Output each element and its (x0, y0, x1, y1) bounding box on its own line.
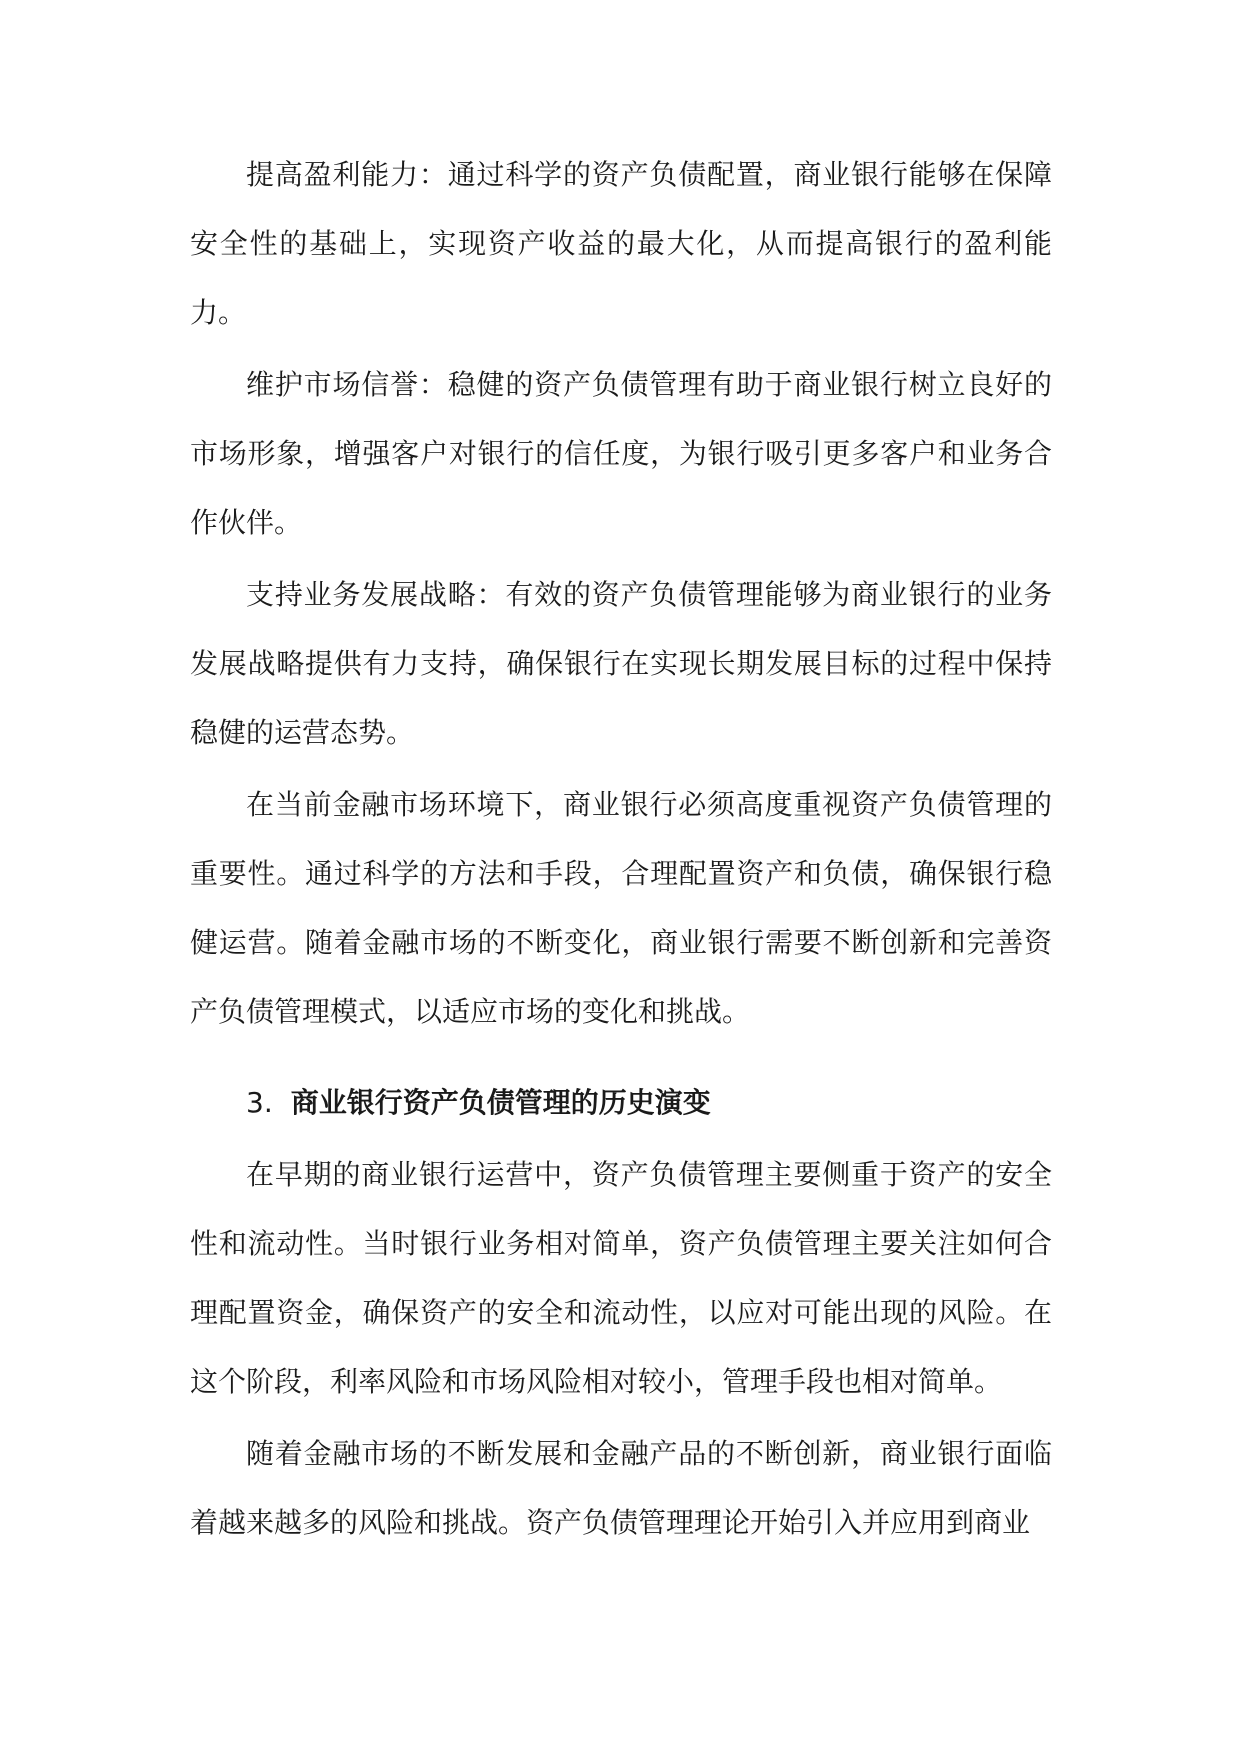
paragraph-profitability: 提高盈利能力：通过科学的资产负债配置，商业银行能够在保障安全性的基础上，实现资产收益的最大化，从而提高银行的盈利能力。 (190, 158, 1052, 329)
section-title: 商业银行资产负债管理的历史演变 (290, 1086, 711, 1119)
section-heading (190, 1068, 1052, 1137)
paragraph-market-reputation: 维护市场信誉：稳健的资产负债管理有助于商业银行树立良好的市场形象，增强客户对银行的信任度，为银行吸引更多客户和业务合作伙伴。 (190, 368, 1052, 539)
paragraph-current-environment: 在当前金融市场环境下，商业银行必须高度重视资产负债管理的重要性。通过科学的方法和手段，合理配置资产和负债，确保银行稳健运营。随着金融市场的不断变化，商业银行需要不断创新和完善资产负债管理模式，以适应市场的变化和挑战。 (190, 788, 1052, 1028)
paragraph-development-stage: 随着金融市场的不断发展和金融产品的不断创新，商业银行面临着越来越多的风险和挑战。资产负债管理理论开始引入并应用到商业 (190, 1437, 1052, 1539)
section-number: 3. (246, 1086, 273, 1119)
paragraph-early-stage: 在早期的商业银行运营中，资产负债管理主要侧重于资产的安全性和流动性。当时银行业务相对简单，资产负债管理主要关注如何合理配置资金，确保资产的安全和流动性，以应对可能出现的风险。在这个阶段，利率风险和市场风险相对较小，管理手段也相对简单。 (190, 1158, 1052, 1398)
document-body (190, 140, 1052, 1560)
paragraph-business-strategy: 支持业务发展战略：有效的资产负债管理能够为商业银行的业务发展战略提供有力支持，确保银行在实现长期发展目标的过程中保持稳健的运营态势。 (190, 578, 1052, 749)
